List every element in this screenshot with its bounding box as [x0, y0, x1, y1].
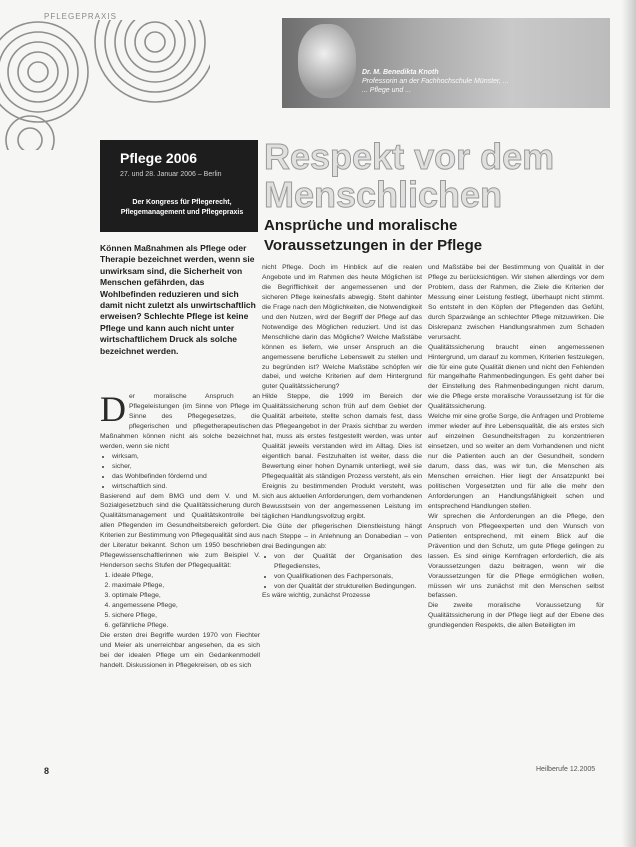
- paragraph: Wir sprechen die Anforderungen an die Pflege, den Anspruch von Pflegeexperten und den Wunsch von Patienten entsprechend, mit einem Blick auf die Prävention und den Schutz, um gute Pflege gelingen zu lassen. Es sind einige Kernfragen erforderlich, die als Voraussetzungen dazu beitragen, wenn wir die Voraussetzungen für die Pflege ermöglichen wollen, müssen wir uns zunächst mit den Menschen selbst befassen.: [428, 512, 604, 600]
- event-date: 27. und 28. Januar 2006 – Berlin: [120, 171, 222, 178]
- list-item: • von Qualifikationen des Fachpersonals,: [274, 572, 422, 582]
- paragraph: Es wäre wichtig, zunächst Prozesse: [262, 592, 371, 600]
- event-box: [100, 140, 258, 232]
- article-lead: Können Maßnahmen als Pflege oder Therapie bezeichnet werden, wenn sie unwirksam sind, die Sicherheit von Menschen gefährden, das Wohlbefinden reduzieren und sich damit nicht zuletzt als unwirtschaftlich erweisen? Schlechte Pflege ist keine Pflege und kann auch nicht unter wirtschaftlichem Druck als solche bezeichnet werden.: [100, 243, 256, 356]
- list-item: 2. maximale Pflege,: [112, 581, 260, 591]
- article-subtitle-line-1: Ansprüche und moralische: [264, 217, 458, 234]
- list-item: 6. gefährliche Pflege.: [112, 621, 260, 631]
- paragraph: und Maßstäbe bei der Bestimmung von Qualität in der Pflege zu berücksichtigen. Wir stehen allerdings vor dem Problem, dass der Rahmen, die Ziele die Kriterien der Messung einer Leistung festlegt, überhaupt nicht stimmt. So entsteht in den Köpfen der Pflegenden das Gefühl, durch Sparzwänge an schlechter Pflege mitzuwirken. Die Diskrepanz zwischen Handlungsrahmen zum Schaden verursacht.: [428, 264, 604, 341]
- event-subline-2: Pflegemanagement und Pflegepraxis: [120, 209, 244, 216]
- paragraph: Qualitätssicherung braucht einen angemessenen Hintergrund, um darauf zu kommen, Kriterien festzulegen, die für eine gute Qualität dienen und nicht den Fehlenden für mangelhafte Rahmenbedingungen. Es geht daher bei der Einstellung des Rahmenbedingungen nicht darum, wie die Pflege erste moralische Voraussetzung ist für die Qualitätssicherung.: [428, 343, 604, 411]
- caption-author-name: Dr. M. Benedikta Knoth: [362, 69, 439, 76]
- list-item: 1. ideale Pflege,: [112, 571, 260, 581]
- page-edge-shadow: [622, 0, 636, 847]
- paragraph: Hilde Steppe, die 1999 im Bereich der Qualitätssicherung schon früh auf dem Gebiet der Qualität arbeitete, stellte schon damals fest, dass das Pflegeangebot in der Praxis sichtbar zu werden hat, muss als erstes festgestellt werden, was unter Qualität jeweils verstanden wird im Alltag. Dies ist eigentlich banal. Festzuhalten ist weiter, dass die Bewertung einer hohen Dynamik unterliegt, weil sie Pflegequalität als ständigen Prozess versteht, als ein Ereignis zu bestimmenden Produkt versteht, was sich aus aktuellen Anforderungen, dem vorhandenen Bewusstsein von der angemessenen Leistung im täglichen Handlungsvollzug ergibt.: [262, 393, 422, 520]
- section-tag: PFLEGEPRAXIS: [44, 12, 117, 21]
- paragraph: Welche mir eine große Sorge, die Anfragen und Probleme immer wieder auf ihre Lebensqualität, die als erstes sich auf einzelnen Gesundheitsfragen zu konzentrieren einsetzen, und so weiter an dem Vorhandenen und nicht nur die Patienten auch an der Gesundheit, sondern darum, dass das, was wir tun, die Menschen als Menschen erreichen. Hier liegt der Ansatzpunkt bei politischen Vorgesetzten und für alle die mehr den Anforderungen an Handlungsfähigkeit schen und entsprechend Handlungen stellen.: [428, 413, 604, 510]
- drop-cap: D: [100, 392, 126, 429]
- text-column-2: [262, 263, 422, 765]
- event-subline: [112, 198, 252, 218]
- event-title: Pflege 2006: [120, 150, 198, 166]
- article-subtitle: [264, 216, 482, 256]
- paragraph: Basierend auf dem BMG und dem V. und M. Sozialgesetzbuch sind die Qualitätssicherung durch Qualitätsmanagement und Qualitätskontrolle bei allen Pflegenden im Gesundheitsbereich gefordert. Kriterien zur Bestimmung von Pflegequalität sind aus der Literatur bekannt. Schon um 1950 beschrieben Pflegewissenschaftlerinnen wie zum Beispiel V. Henderson sechs Stufen der Pflegequalität:: [100, 492, 260, 570]
- author-portrait: [298, 24, 356, 98]
- list-item: • von der Qualität der strukturellen Bedingungen.: [274, 582, 422, 592]
- paragraph: [100, 392, 260, 452]
- article-title-line-2: Menschlichen: [264, 174, 503, 215]
- list-item: • sicher,: [112, 462, 260, 472]
- paragraph: nicht Pflege. Doch im Hinblick auf die realen Angebote und im Rahmen des heute Möglichen ist die Begrifflichkeit der angemessenen und der sicheren Pflege keinesfalls abwegig. Steht dahinter die Frage nach den Möglichkeiten, die Notwendigkeit und den Nutzen, wird der Begriff der Pflege auf das Notwendige des Möglichen reduziert. Und ist das Menschliche darin das Mögliche? Welche Maßstäbe können es liefern, wie unser Anspruch an die angemessene berufliche Lebenswelt zu stellen und zu begründen ist? Welche Maßstäbe schöpfen wir dabei, und welche Kriterien auf dem Hintergrund guter Qualitätssicherung?: [262, 264, 422, 391]
- criteria-list: [100, 452, 260, 492]
- conditions-list: [262, 552, 422, 592]
- page-number: 8: [44, 766, 50, 776]
- quality-stages-list: [100, 571, 260, 631]
- list-item: 4. angemessene Pflege,: [112, 601, 260, 611]
- paragraph: Die Güte der pflegerischen Dienstleistung hängt nach Steppe – in Anlehnung an Donabedian – von drei Bedingungen ab:: [262, 522, 422, 550]
- caption-line-2: ... Pflege und ...: [362, 87, 412, 94]
- text-column-3: [428, 263, 604, 765]
- text-column-1: [100, 392, 260, 764]
- list-item: • wirksam,: [112, 452, 260, 462]
- article-title-line-1: Respekt vor dem: [264, 136, 555, 177]
- list-item: 5. sichere Pflege,: [112, 611, 260, 621]
- article-subtitle-line-2: Voraussetzungen in der Pflege: [264, 237, 483, 254]
- journal-issue: Heilberufe 12.2005: [536, 766, 596, 773]
- list-item: 3. optimale Pflege,: [112, 591, 260, 601]
- list-item: • das Wohlbefinden fördernd und: [112, 472, 260, 482]
- author-photo: [282, 18, 610, 108]
- intro-text: er moralische Anspruch an Pflegeleistungen (im Sinne von Pflege im Sinne des Pflegegesetzes, die pflegerischen und pflegetherapeutischen Maßnahmen können nicht als solche bezeichnet werden, wenn sie nicht: [100, 393, 260, 450]
- list-item: • wirtschaftlich sind.: [112, 482, 260, 492]
- list-item: • von der Qualität der Organisation des Pflegedienstes,: [274, 552, 422, 572]
- event-subline-1: Der Kongress für Pflegerecht,: [132, 199, 232, 206]
- photo-caption: [362, 68, 602, 95]
- caption-line-1: Professorin an der Fachhochschule Münster, ...: [362, 78, 509, 85]
- article-title: [264, 138, 554, 214]
- paragraph: Die zweite moralische Voraussetzung für Qualitätssicherung in der Pflege liegt auf der Ebene des grundlegenden Respekts, die allen Beteiligten im: [428, 602, 604, 630]
- paragraph: Die ersten drei Begriffe wurden 1970 von Fiechter und Meier als unerreichbar angesehen, da es sich bei der idealen Pflege um ein Gedankenmodell handelt. Diskussionen in Pflegekreisen, ob es sich: [100, 631, 260, 669]
- concentric-circles-graphic: [0, 20, 210, 150]
